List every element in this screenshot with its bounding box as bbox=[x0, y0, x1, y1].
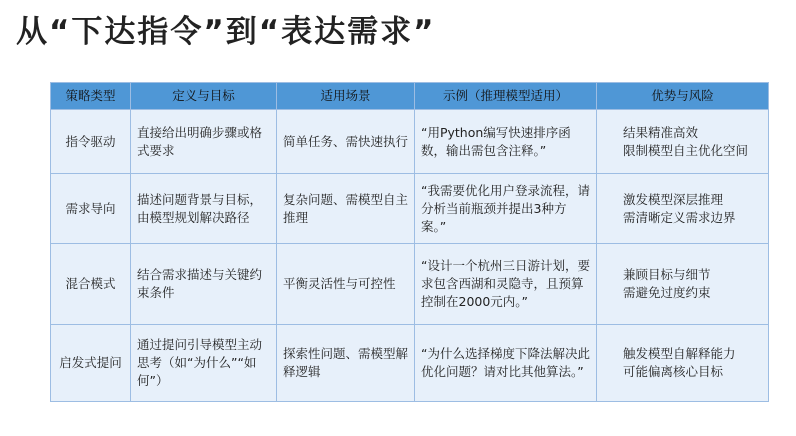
cell-scenario: 复杂问题、需模型自主推理 bbox=[277, 174, 415, 244]
header-strategy-type: 策略类型 bbox=[51, 83, 131, 110]
advantage-text: 激发模型深层推理 bbox=[623, 191, 724, 207]
table-header-row bbox=[51, 83, 769, 110]
cell-example: “为什么选择梯度下降法解决此优化问题？请对比其他算法。” bbox=[415, 325, 597, 402]
risk-text: 可能偏离核心目标 bbox=[623, 364, 724, 379]
risk-text: 限制模型自主优化空间 bbox=[623, 142, 749, 158]
risk-text: 需避免过度约束 bbox=[623, 285, 711, 300]
cell-type: 混合模式 bbox=[51, 244, 131, 325]
cell-definition: 通过提问引导模型主动思考（如“为什么”“如何”） bbox=[131, 325, 277, 402]
cell-advantage-risk bbox=[597, 244, 769, 325]
strategy-table-container bbox=[50, 82, 768, 410]
page-title: 从“下达指令”到“表达需求” bbox=[16, 14, 436, 50]
cell-type: 指令驱动 bbox=[51, 110, 131, 174]
table-row bbox=[51, 110, 769, 174]
table-row bbox=[51, 174, 769, 244]
header-example: 示例（推理模型适用） bbox=[415, 83, 597, 110]
cell-scenario: 简单任务、需快速执行 bbox=[277, 110, 415, 174]
table-row bbox=[51, 325, 769, 402]
advantage-text: 兼顾目标与细节 bbox=[623, 267, 711, 282]
cell-advantage-risk bbox=[597, 174, 769, 244]
cell-type: 需求导向 bbox=[51, 174, 131, 244]
header-scenario: 适用场景 bbox=[277, 83, 415, 110]
risk-text: 需清晰定义需求边界 bbox=[623, 209, 736, 225]
table-row bbox=[51, 244, 769, 325]
cell-scenario: 平衡灵活性与可控性 bbox=[277, 244, 415, 325]
header-definition: 定义与目标 bbox=[131, 83, 277, 110]
cell-definition: 描述问题背景与目标，由模型规划解决路径 bbox=[131, 174, 277, 244]
cell-definition: 结合需求描述与关键约束条件 bbox=[131, 244, 277, 325]
advantage-text: 触发模型自解释能力 bbox=[623, 346, 736, 361]
cell-type: 启发式提问 bbox=[51, 325, 131, 402]
cell-example: “我需要优化用户登录流程，请分析当前瓶颈并提出3种方案。” bbox=[415, 174, 597, 244]
strategy-table bbox=[50, 82, 769, 402]
cell-advantage-risk bbox=[597, 325, 769, 402]
header-advantage-risk: 优势与风险 bbox=[597, 83, 769, 110]
cell-scenario: 探索性问题、需模型解释逻辑 bbox=[277, 325, 415, 402]
advantage-text: 结果精准高效 bbox=[623, 124, 699, 140]
cell-definition: 直接给出明确步骤或格式要求 bbox=[131, 110, 277, 174]
cell-example: “用Python编写快速排序函数，输出需包含注释。” bbox=[415, 110, 597, 174]
cell-example: “设计一个杭州三日游计划，要求包含西湖和灵隐寺，且预算控制在2000元内。” bbox=[415, 244, 597, 325]
cell-advantage-risk bbox=[597, 110, 769, 174]
